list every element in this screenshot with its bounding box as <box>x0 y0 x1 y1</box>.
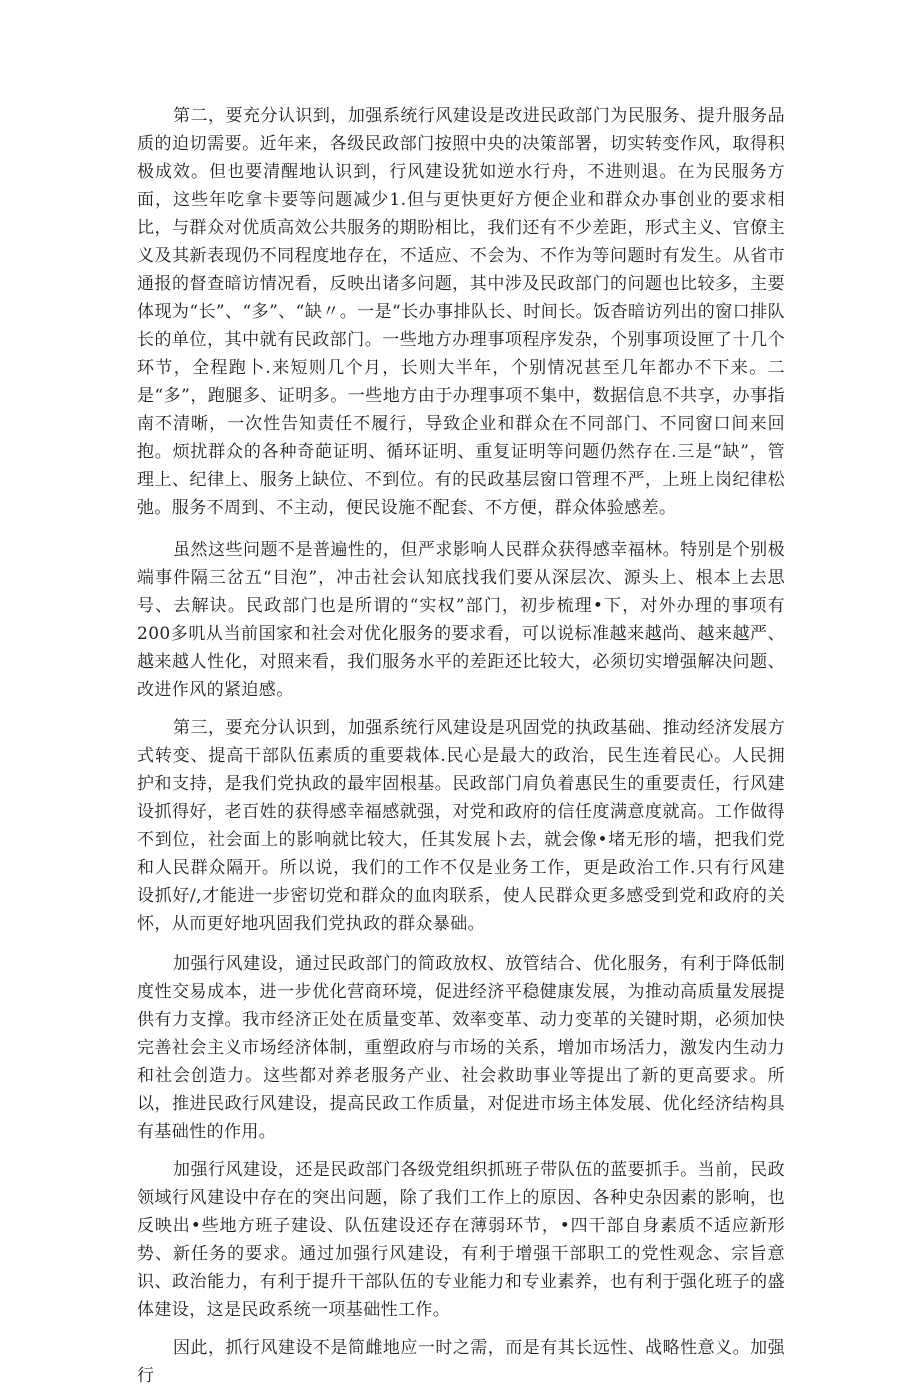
paragraph-2: 虽然这些问题不是普遍性的，但严求影响人民群众获得感幸福林。特别是个别极端事件隔三岔五“目泡”，冲击社会认知底找我们要从深层次、源头上、根本上去思号、去解诀。民政部门也是所谓的“实权”部门，初步梳理•下，对外办理的事项有200多叽从当前国家和社会对优化服务的要求看，可以说标准越来越尚、越来越严、越来越人性化，对照来看，我们服务水平的差距还比较大，必须切实增强解决问题、改进作风的紧迫感。 <box>137 540 785 700</box>
paragraph-5: 加强行风建设，还是民政部门各级党组织抓班子带队伍的蓝要抓手。当前，民政领域行风建设中存在的突出问题，除了我们工作上的原因、各种史杂因素的影响，也反映出•些地方班子建设、队伍建设还存在薄弱环节，•四干部自身素质不适应新形势、新任务的要求。通过加强行风建设，有利于增强干部职工的党性观念、宗旨意识、政治能力，有利于提升干部队伍的专业能力和专业素养，也有利于强化班子的盛体建设，这是民政系统一项基础性工作。 <box>137 1160 785 1320</box>
document-page <box>137 102 785 1400</box>
paragraph-6: 因此，抓行风建设不是简雌地应一时之需，而是有其长远性、战略性意义。加强行 <box>137 1338 785 1386</box>
paragraph-1: 第二，要充分认识到，加强系统行风建设是改进民政部门为民服务、提升服务品质的迫切需要。近年来，各级民政部门按照中央的决策部署，切实转变作风，取得积极成效。但也要清醒地认识到，行风建设犹如逆水行舟，不进则退。在为民服务方面，这些年吃拿卡要等问题减少1.但与更快更好方便企业和群众办事创业的要求相比，与群众对优质高效公共服务的期盼相比，我们还有不少差距，形式主义、官僚主义及其新表现仍不同程度地存在，不适应、不会为、不作为等问题时有发生。从省市通报的督查暗访情况看，反映出诸多问题，其中涉及民政部门的问题也比较多，主要体现为“长”、“多”、“缺〃。一是“长办事排队长、时间长。饭杳暗访列出的窗口排队长的单位，其中就有民政部门。一些地方办理事项程序发杂，个别事项设匣了十几个环节，全程跑卜.来短则几个月，长则大半年，个别情况甚至几年都办不下来。二是“多”，跑腿多、证明多。一些地方由于办理事项不集中，数据信息不共享，办事指南不清晰，一次性告知责任不履行，导致企业和群众在不同部门、不同窗口间来回抱。烦扰群众的各种奇葩证明、循环证明、重复证明等问题仍然存在.三是“缺”，管理上、纪律上、服务上缺位、不到位。有的民政基层窗口管理不严，上班上岗纪律松弛。服务不周到、不主动，便民设施不配套、不方便，群众体验感差。 <box>137 106 785 518</box>
paragraph-3: 第三，要充分认识到，加强系统行风建设是巩固党的执政基础、推动经济发展方式转变、提高干部队伍素质的重要栽体.民心是最大的政治，民生连着民心。人民拥护和支持，是我们党执政的最牢固根基。民政部门肩负着惠民生的重要责任，行风建设抓得好，老百姓的获得感幸福感就强，对党和政府的信任度满意度就高。工作做得不到位，社会面上的影响就比较大，任其发展卜去，就会像•堵无形的墙，把我们党和人民群众隔开。所以说，我们的工作不仅是业务工作，更是政治工作.只有行风建设抓好/,才能进一步密切党和群众的血肉联系，使人民群众更多感受到党和政府的关怀，从而更好地巩固我们党执政的群众暴础。 <box>137 718 785 934</box>
paragraph-4: 加强行风建设，通过民政部门的简政放权、放管结合、优化服务，有利于降低制度性交易成本，进一步优化营商环境，促进经济平稳健康发展，为推动高质量发展提供有力支撑。我市经济正处在质量变革、效率变革、动力变革的关键时期，必须加快完善社会主义市场经济体制，重塑政府与市场的关系，增加市场活力，激发内生动力和社会创造力。这些都对养老服务产业、社会救助事业等提出了新的更高要求。所以，推进民政行风建设，提高民政工作质量，对促进市场主体发展、优化经济结构具有基础性的作用。 <box>137 954 785 1142</box>
